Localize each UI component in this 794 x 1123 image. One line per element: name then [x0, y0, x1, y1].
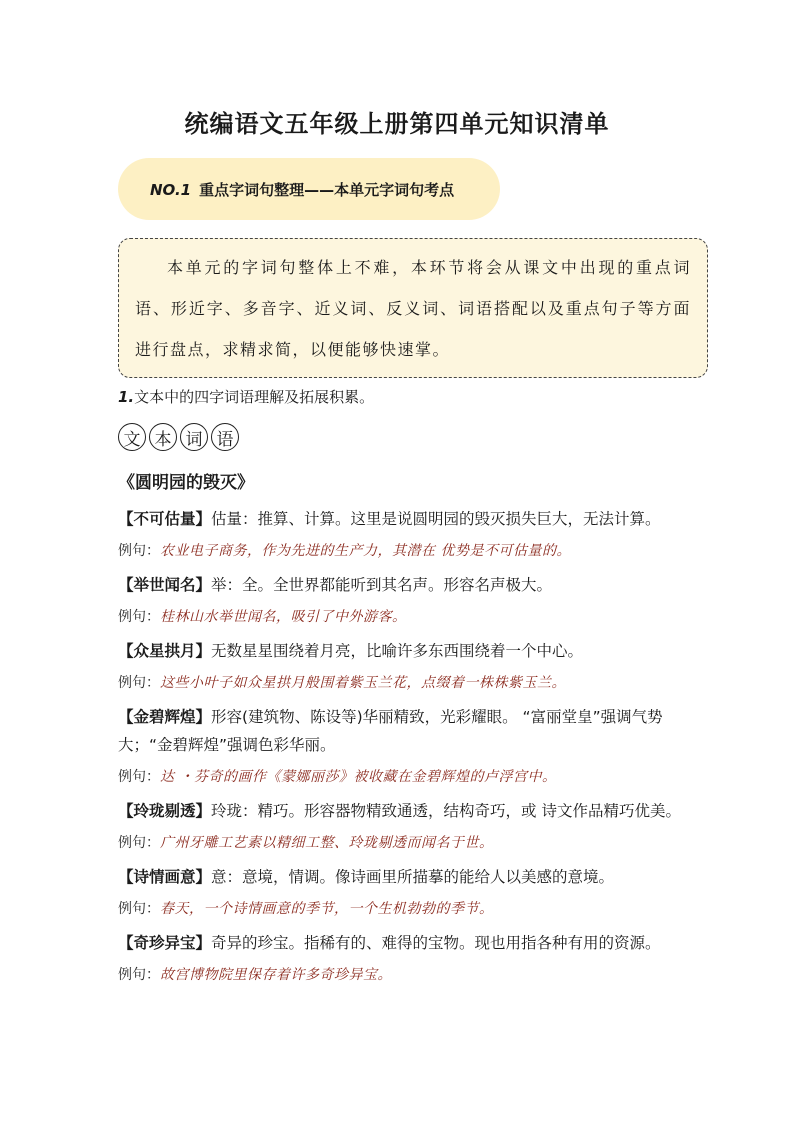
banner-text [150, 179, 454, 200]
page-title: 统编语文五年级上册第四单元知识清单 [184, 110, 610, 138]
definition-text: 估量：推算、计算。这里是说圆明园的毁灭损失巨大，无法计算。 [211, 510, 661, 528]
definition [118, 637, 686, 665]
banner-number: NO.1 [150, 180, 192, 199]
banner-label: 重点字词句整理——本单元字词句考点 [199, 180, 455, 199]
section-banner [118, 158, 500, 220]
intro-box: 本单元的字词句整体上不难，本环节将会从课文中出现的重点词语、形近字、多音字、近义词、反义词、词语搭配以及重点句子等方面进行盘点，求精求简，以便能够快速掌。 [118, 238, 708, 378]
example [118, 603, 686, 631]
definition [118, 571, 686, 599]
entry [118, 703, 686, 791]
entry [118, 929, 686, 989]
example-text: 故宫博物院里保存着许多奇珍异宝。 [160, 967, 392, 983]
example [118, 961, 686, 989]
definition-text: 无数星星围绕着月亮，比喻许多东西围绕着一个中心。 [211, 642, 584, 660]
entry-list [118, 505, 686, 995]
example [118, 537, 686, 565]
term: 【玲珑剔透】 [118, 802, 212, 820]
definition [118, 929, 686, 957]
example-label: 例句： [118, 769, 160, 785]
definition-text: 举：全。全世界都能听到其名声。形容名声极大。 [211, 576, 553, 594]
example-label: 例句： [118, 901, 160, 917]
example-text: 农业电子商务，作为先进的生产力，其潜在 优势是不可估量的。 [160, 543, 571, 559]
example-text: 春天，一个诗情画意的季节，一个生机勃勃的季节。 [160, 901, 494, 917]
lesson-title: 《圆明园的毁灭》 [118, 473, 254, 493]
example [118, 763, 686, 791]
badge-group [118, 423, 239, 451]
term: 【众星拱月】 [118, 642, 212, 660]
definition [118, 863, 686, 891]
term: 【举世闻名】 [118, 576, 212, 594]
example [118, 895, 686, 923]
example [118, 829, 686, 857]
badge-circle: 文 [118, 423, 146, 451]
section-number: 1. [118, 388, 135, 406]
example-text: 达 ・芬奇的画作《蒙娜丽莎》被收藏在金碧辉煌的卢浮宫中。 [160, 769, 557, 785]
definition-text: 奇异的珍宝。指稀有的、难得的宝物。现也用指各种有用的资源。 [211, 934, 661, 952]
entry [118, 571, 686, 631]
entry [118, 505, 686, 565]
definition-text: 意：意境，情调。像诗画里所描摹的能给人以美感的意境。 [211, 868, 615, 886]
term: 【金碧辉煌】 [118, 708, 212, 726]
badge-circle: 本 [149, 423, 177, 451]
entry [118, 637, 686, 697]
entry [118, 863, 686, 923]
term: 【不可估量】 [118, 510, 212, 528]
example-label: 例句： [118, 835, 160, 851]
example-label: 例句： [118, 543, 160, 559]
example-text: 这些小叶子如众星拱月般围着紫玉兰花，点缀着一株株紫玉兰。 [160, 675, 566, 691]
example-text: 桂林山水举世闻名，吸引了中外游客。 [160, 609, 407, 625]
entry [118, 797, 686, 857]
example-label: 例句： [118, 609, 160, 625]
badge-circle: 语 [211, 423, 239, 451]
section-text: 文本中的四字词语理解及拓展积累。 [134, 388, 375, 406]
badge-circle: 词 [180, 423, 208, 451]
example-label: 例句： [118, 675, 160, 691]
term: 【奇珍异宝】 [118, 934, 212, 952]
term: 【诗情画意】 [118, 868, 212, 886]
example-text: 广州牙雕工艺素以精细工整、玲珑剔透而闻名于世。 [160, 835, 494, 851]
definition [118, 703, 686, 759]
example-label: 例句： [118, 967, 160, 983]
section-heading [118, 386, 374, 407]
definition-text: 形容(建筑物、陈设等)华丽精致，光彩耀眼。 “富丽堂皇”强调气势大；“金碧辉煌”强调色彩华丽。 [118, 708, 663, 754]
definition [118, 797, 686, 825]
definition-text: 玲珑：精巧。形容器物精致通透，结构奇巧，或 诗文作品精巧优美。 [211, 802, 681, 820]
definition [118, 505, 686, 533]
example [118, 669, 686, 697]
